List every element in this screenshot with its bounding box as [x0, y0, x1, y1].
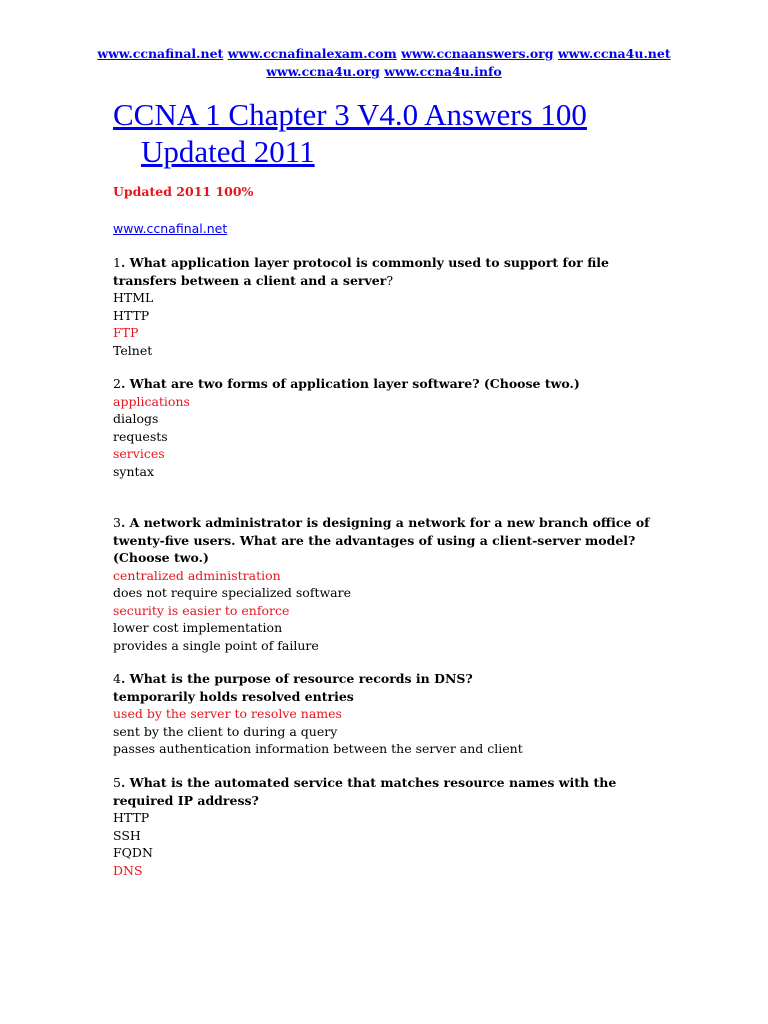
question-text: 3. A network administrator is designing a network for a new branch office of twenty-five users. What are the advantages of using a client-server model? (Choose two.) [113, 515, 650, 565]
question-1 [113, 254, 673, 359]
question-text: 2. What are two forms of application layer software? (Choose two.) [113, 376, 580, 391]
answer-option: FQDN [113, 845, 153, 860]
answer-option: sent by the client to during a query [113, 723, 338, 739]
site-link[interactable]: www.ccnafinal.net [113, 221, 228, 236]
question-text: 5. What is the automated service that matches resource names with the required IP address? [113, 775, 617, 808]
answer-option: syntax [113, 463, 155, 479]
link-ccnafinal-net[interactable]: www.ccnafinal.net [97, 46, 224, 61]
link-ccnafinalexam-com[interactable]: www.ccnafinalexam.com [227, 46, 397, 61]
question-2 [113, 375, 673, 480]
correct-answer-option: services [113, 446, 165, 461]
question-3 [113, 514, 673, 654]
link-ccna4u-org[interactable]: www.ccna4u.org [266, 64, 380, 79]
updated-label: Updated 2011 100% [113, 184, 254, 199]
link-ccna4u-info[interactable]: www.ccna4u.info [384, 64, 502, 79]
question-5 [113, 774, 673, 879]
answer-option: SSH [113, 827, 141, 843]
correct-answer-option: used by the server to resolve names [113, 706, 342, 721]
correct-answer-option: FTP [113, 325, 139, 340]
correct-answer-option: security is easier to enforce [113, 602, 290, 618]
answer-option: temporarily holds resolved entries [113, 688, 354, 704]
link-ccna4u-net[interactable]: www.ccna4u.net [557, 46, 671, 61]
page-title[interactable] [113, 96, 673, 170]
header-links-row-2 [0, 63, 768, 81]
answer-option: dialogs [113, 411, 159, 426]
answer-option: passes authentication information between the server and client [113, 741, 523, 756]
correct-answer-option: DNS [113, 862, 143, 878]
header-links-row-1 [0, 45, 768, 63]
question-text: 4. What is the purpose of resource records in DNS? [113, 671, 473, 686]
title-line-1: CCNA 1 Chapter 3 V4.0 Answers 100 [113, 97, 587, 132]
title-line-2: Updated 2011 [141, 134, 315, 169]
answer-option: HTTP [113, 307, 150, 323]
answer-option: Telnet [113, 342, 153, 358]
answer-option: does not require specialized software [113, 585, 351, 600]
answer-option: HTML [113, 290, 154, 305]
correct-answer-option: centralized administration [113, 567, 281, 583]
answer-option: lower cost implementation [113, 620, 283, 635]
answer-option: provides a single point of failure [113, 637, 319, 653]
question-text: 1. What application layer protocol is commonly used to support for file transfers between a client and a server? [113, 255, 609, 288]
answer-option: requests [113, 428, 168, 444]
correct-answer-option: applications [113, 393, 190, 409]
question-4 [113, 670, 673, 758]
answer-option: HTTP [113, 810, 150, 825]
link-ccnaanswers-org[interactable]: www.ccnaanswers.org [401, 46, 554, 61]
